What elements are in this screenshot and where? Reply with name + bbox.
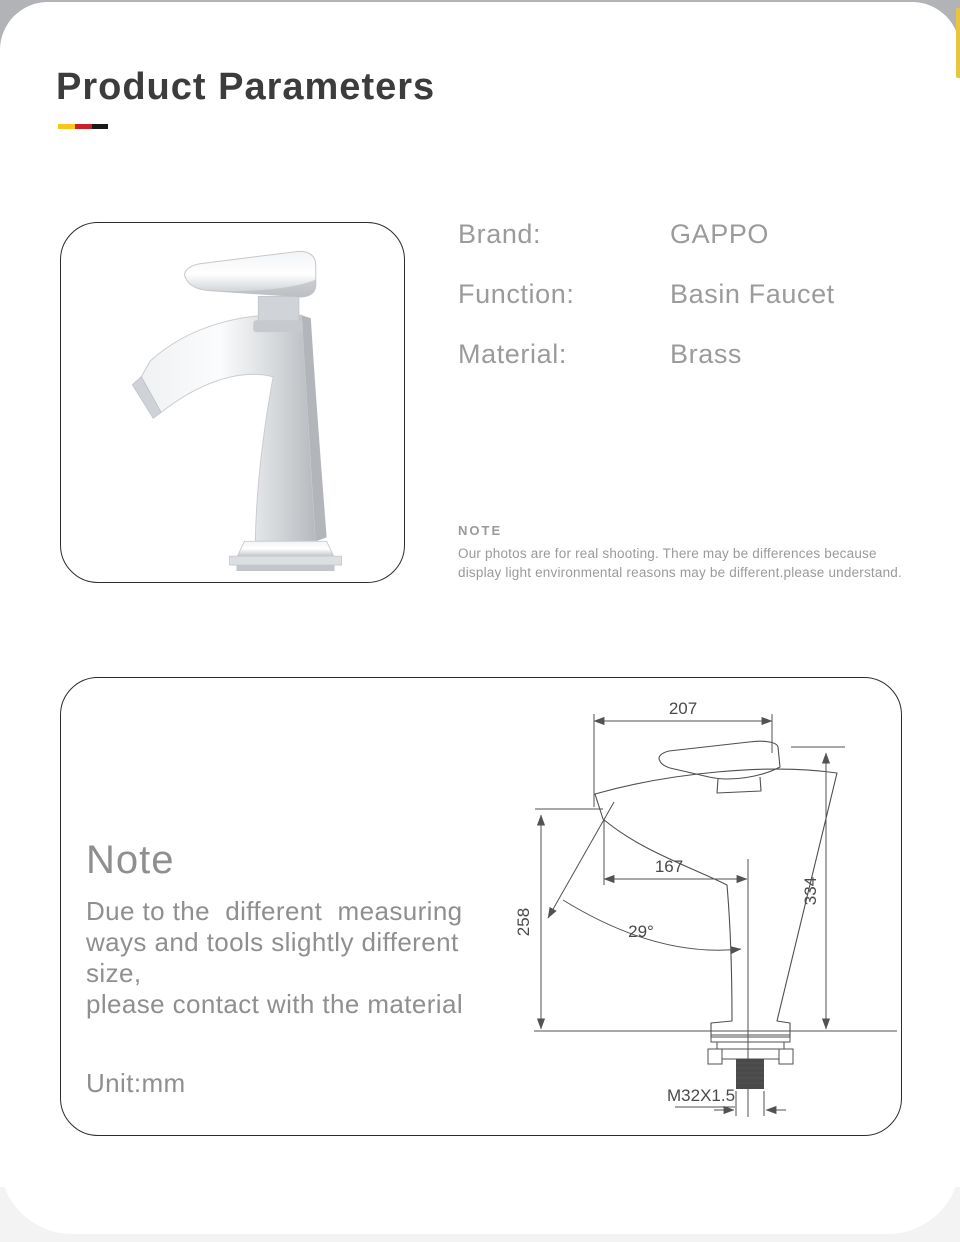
spec-row-material <box>458 339 918 399</box>
note-body-line: please contact with the material <box>86 989 463 1019</box>
spec-list <box>458 219 918 399</box>
note-body-line: Due to the different measuring <box>86 896 463 926</box>
dim-label-167: 167 <box>654 857 684 876</box>
mount-washer <box>717 1042 784 1049</box>
note-body-line: ways and tools slightly different <box>86 927 459 957</box>
accent-black-bar <box>92 124 108 129</box>
dim-label-207: 207 <box>668 699 698 718</box>
mount-flange <box>711 1035 790 1042</box>
faucet-base-foot <box>236 565 334 571</box>
photo-note-heading: NOTE <box>458 523 503 538</box>
accent-red-bar <box>75 124 92 129</box>
dim-label-thread: M32X1.5 <box>667 1086 736 1105</box>
faucet-base-plate <box>230 556 342 565</box>
photo-note-line: Our photos are for real shooting. There may be differences because <box>458 546 877 561</box>
yellow-edge-accent <box>956 8 960 78</box>
title-accent-underline <box>58 124 108 129</box>
dimensions-card <box>60 677 902 1136</box>
faucet-body <box>141 315 315 542</box>
product-photo-card <box>60 222 405 583</box>
photo-note-line: display light environmental reasons may be different.please understand. <box>458 565 902 580</box>
photo-note <box>458 523 928 582</box>
dimension-drawing <box>489 687 901 1127</box>
note-heading: Note <box>86 838 175 882</box>
mount-tab-left <box>708 1049 722 1064</box>
accent-yellow-bar <box>58 124 75 129</box>
handle-neck <box>258 296 299 324</box>
mount-nut <box>722 1049 779 1059</box>
faucet-base <box>237 541 333 556</box>
spec-value: Brass <box>670 339 743 369</box>
spec-value: GAPPO <box>670 219 770 249</box>
spec-label: Brand: <box>458 219 542 249</box>
spec-row-function <box>458 279 918 339</box>
dim-label-258: 258 <box>514 907 533 937</box>
faucet-photo <box>61 223 403 581</box>
drawing-faucet-handle <box>659 741 780 779</box>
dim-label-angle: 29° <box>628 922 654 941</box>
handle-collar <box>253 320 303 332</box>
page-title: Product Parameters <box>56 66 436 108</box>
dim-label-334: 334 <box>801 876 820 906</box>
spec-label: Function: <box>458 279 575 309</box>
spec-row-brand <box>458 219 918 279</box>
mount-tab-right <box>779 1049 793 1064</box>
note-body-line: size, <box>86 958 142 988</box>
note-body <box>86 896 463 1020</box>
spec-value: Basin Faucet <box>670 279 835 309</box>
unit-label: Unit:mm <box>86 1068 186 1098</box>
spec-label: Material: <box>458 339 567 369</box>
